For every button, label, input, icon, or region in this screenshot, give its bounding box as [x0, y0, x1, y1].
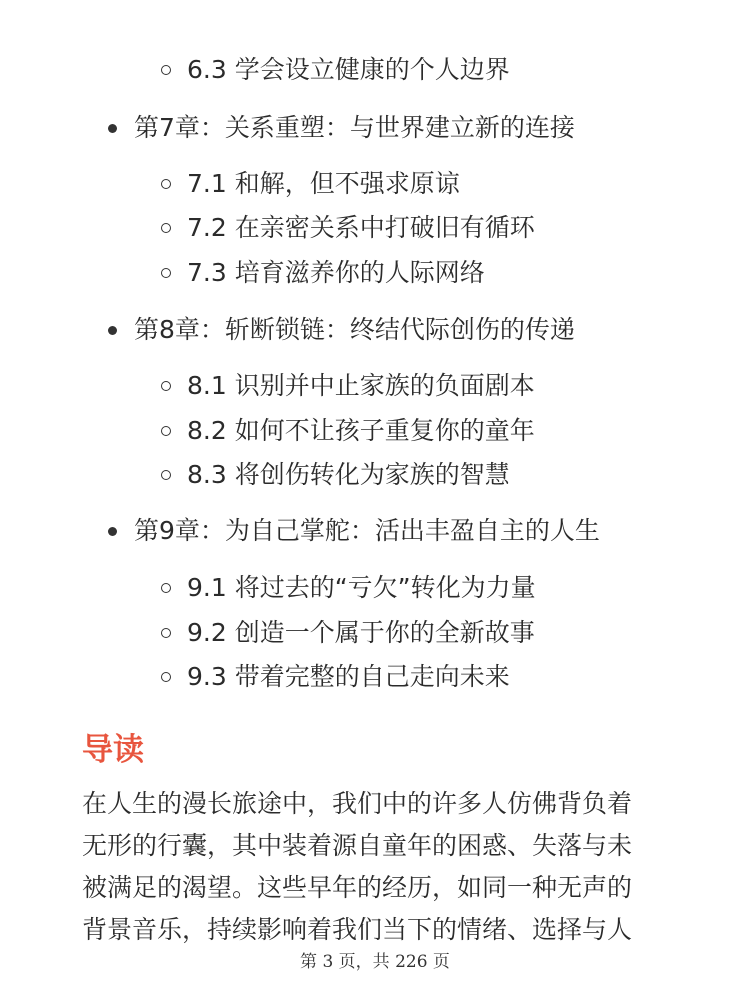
toc-subsection-7-1 — [161, 168, 460, 200]
circle-bullet-icon — [161, 426, 171, 436]
toc-subsection-9-1 — [161, 572, 536, 604]
toc-subsection-9-2 — [161, 617, 535, 649]
disc-bullet-icon — [108, 527, 117, 536]
paragraph-line: 被满足的渴望。这些早年的经历，如同一种无声的 — [82, 873, 633, 902]
toc-subsection-9-3 — [161, 661, 510, 693]
toc-subsection-7-3 — [161, 257, 485, 289]
circle-bullet-icon — [161, 381, 171, 391]
toc-chapter-8 — [108, 314, 575, 346]
toc-subsection-7-2 — [161, 212, 535, 244]
circle-bullet-icon — [161, 672, 171, 682]
paragraph-line: 背景音乐，持续影响着我们当下的情绪、选择与人 — [82, 915, 633, 944]
circle-bullet-icon — [161, 223, 171, 233]
toc-item-text: 第7章：关系重塑：与世界建立新的连接 — [134, 113, 575, 142]
toc-item-text: 9.2 创造一个属于你的全新故事 — [187, 618, 535, 647]
circle-bullet-icon — [161, 65, 171, 75]
circle-bullet-icon — [161, 179, 171, 189]
toc-item-text: 7.1 和解，但不强求原谅 — [187, 169, 460, 198]
toc-item-text: 8.2 如何不让孩子重复你的童年 — [187, 416, 535, 445]
section-heading: 导读 — [82, 732, 144, 768]
toc-item-text: 9.3 带着完整的自己走向未来 — [187, 662, 510, 691]
toc-item-text: 第8章：斩断锁链：终结代际创伤的传递 — [134, 315, 575, 344]
toc-item-text: 8.3 将创伤转化为家族的智慧 — [187, 460, 510, 489]
circle-bullet-icon — [161, 628, 171, 638]
toc-subsection-8-3 — [161, 459, 510, 491]
toc-item-text: 7.2 在亲密关系中打破旧有循环 — [187, 213, 535, 242]
circle-bullet-icon — [161, 268, 171, 278]
toc-subsection-6-3 — [161, 54, 510, 86]
toc-item-text: 第9章：为自己掌舵：活出丰盈自主的人生 — [134, 516, 600, 545]
toc-item-text: 8.1 识别并中止家族的负面剧本 — [187, 371, 535, 400]
disc-bullet-icon — [108, 326, 117, 335]
paragraph-line: 在人生的漫长旅途中，我们中的许多人仿佛背负着 — [82, 789, 633, 818]
toc-chapter-7 — [108, 112, 575, 144]
page-number-footer: 第 3 页，共 226 页 — [300, 952, 450, 972]
toc-subsection-8-1 — [161, 370, 535, 402]
toc-item-text: 6.3 学会设立健康的个人边界 — [187, 55, 510, 84]
circle-bullet-icon — [161, 470, 171, 480]
circle-bullet-icon — [161, 583, 171, 593]
disc-bullet-icon — [108, 124, 117, 133]
toc-item-text: 9.1 将过去的“亏欠”转化为力量 — [187, 573, 536, 602]
paragraph-line: 无形的行囊，其中装着源自童年的困惑、失落与未 — [82, 831, 633, 860]
toc-chapter-9 — [108, 515, 600, 547]
toc-item-text: 7.3 培育滋养你的人际网络 — [187, 258, 485, 287]
toc-subsection-8-2 — [161, 415, 535, 447]
